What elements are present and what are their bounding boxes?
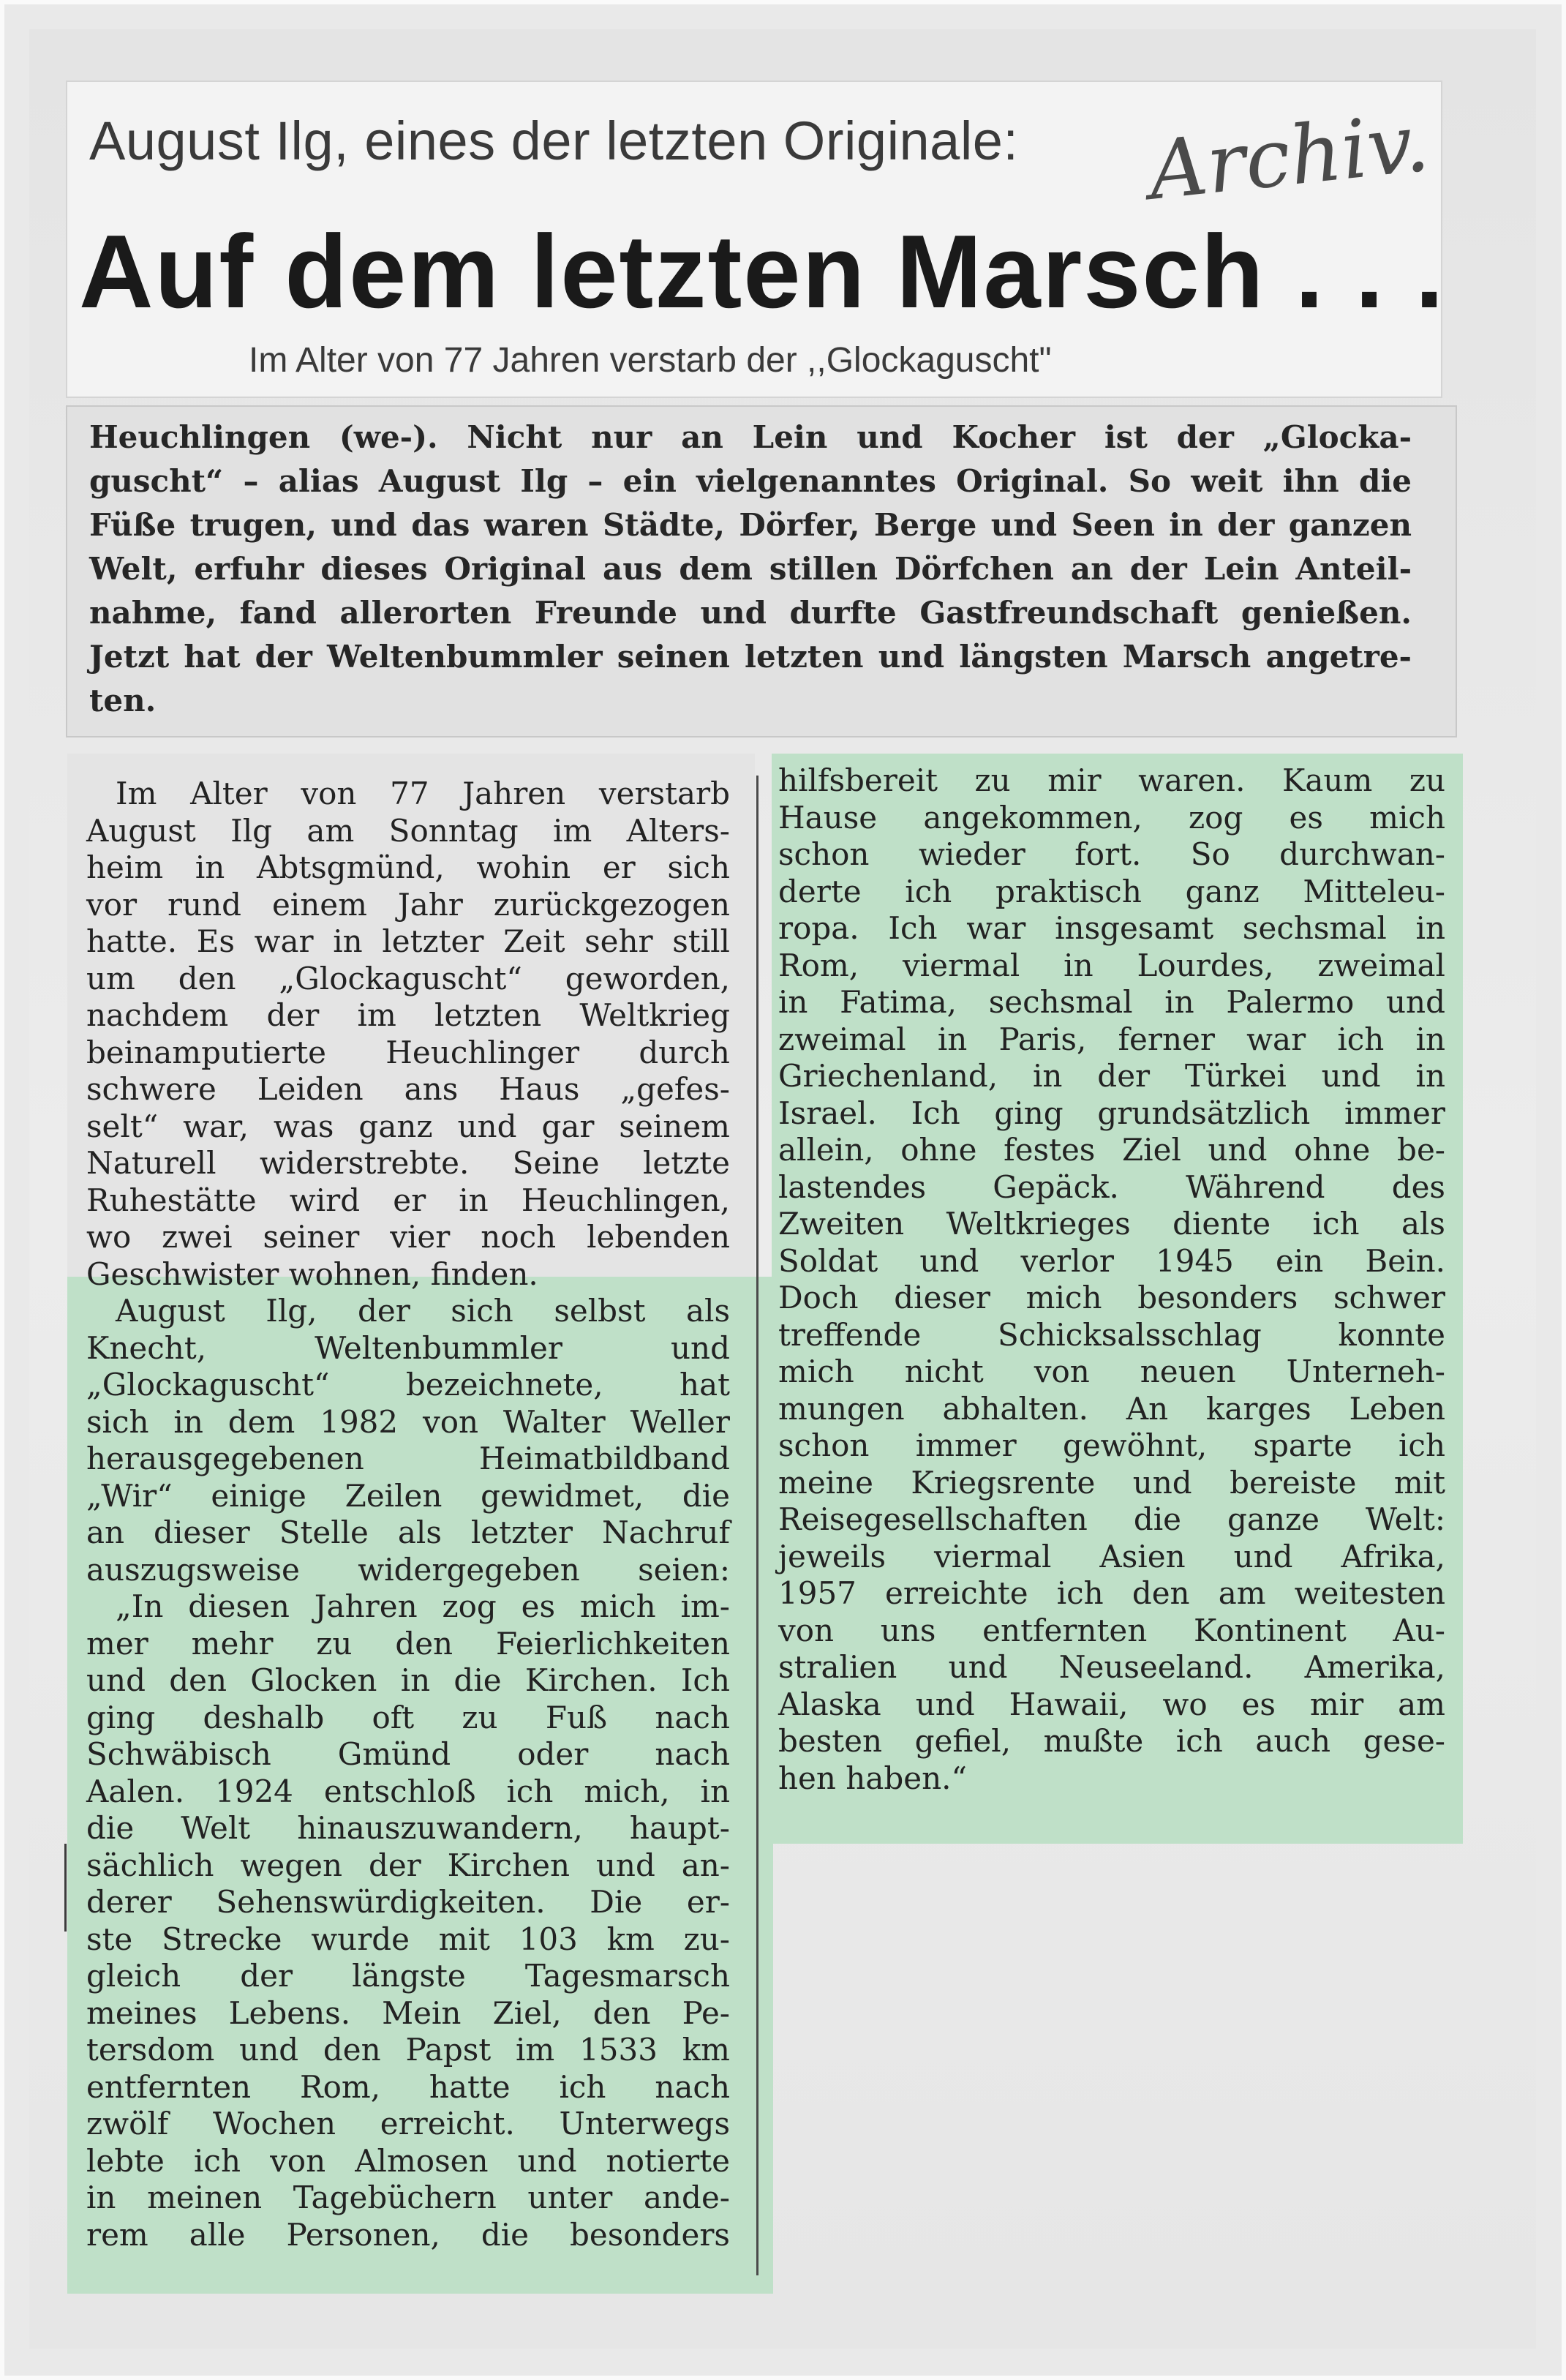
body-line: hilfsbereit zu mir waren. Kaum zu <box>778 762 1445 798</box>
body-line: 1957 erreichte ich den am weitesten <box>778 1575 1445 1611</box>
body-line: mer mehr zu den Feierlichkeiten <box>86 1625 730 1662</box>
body-line: Hause angekommen, zog es mich <box>778 799 1445 836</box>
body-column-right <box>778 762 1445 1797</box>
body-line: von uns entfernten Kontinent Au- <box>778 1612 1445 1648</box>
body-line: Ruhestätte wird er in Heuchlingen, <box>86 1182 730 1218</box>
body-line: Alaska und Hawaii, wo es mir am <box>778 1686 1445 1722</box>
body-line: entfernten Rom, hatte ich nach <box>86 2068 730 2105</box>
body-line: wo zwei seiner vier noch lebenden <box>86 1219 730 1255</box>
body-line: lastendes Gepäck. Während des <box>778 1168 1445 1205</box>
lead-paragraph <box>89 416 1412 723</box>
body-line: zweimal in Paris, ferner war ich in <box>778 1021 1445 1057</box>
body-line: jeweils viermal Asien und Afrika, <box>778 1538 1445 1574</box>
body-line: die Welt hinauszuwandern, haupt- <box>86 1810 730 1846</box>
body-line: „In diesen Jahren zog es mich im- <box>116 1588 730 1624</box>
body-line: Doch dieser mich besonders schwer <box>778 1280 1445 1315</box>
body-line: Griechenland, in der Türkei und in <box>778 1058 1445 1094</box>
body-line: Knecht, Weltenbummler und <box>86 1329 730 1366</box>
body-line: meine Kriegsrente und bereiste mit <box>778 1464 1445 1501</box>
body-line: Naturell widerstrebte. Seine letzte <box>86 1145 730 1181</box>
body-line: sich in dem 1982 von Walter Weller <box>86 1403 730 1440</box>
body-line: schon wieder fort. So durchwan- <box>778 836 1445 872</box>
body-line: und den Glocken in die Kirchen. Ich <box>86 1662 730 1698</box>
body-line: selt“ war, was ganz und gar seinem <box>86 1108 730 1144</box>
body-line: Geschwister wohnen, finden. <box>86 1255 538 1292</box>
body-line: stralien und Neuseeland. Amerika, <box>778 1649 1445 1685</box>
handwritten-note: Archiv. <box>1144 95 1434 218</box>
body-line: ropa. Ich war insgesamt sechsmal in <box>778 910 1445 946</box>
body-line: ste Strecke wurde mit 103 km zu- <box>86 1921 730 1957</box>
body-line: rem alle Personen, die besonders <box>86 2216 730 2253</box>
body-line: um den „Glockaguscht“ geworden, <box>86 960 730 996</box>
body-line: in meinen Tagebüchern unter ande- <box>86 2180 730 2215</box>
body-line: nachdem der im letzten Weltkrieg <box>86 997 730 1033</box>
body-line: mich nicht von neuen Unterneh- <box>778 1354 1445 1389</box>
lead-line: Welt, erfuhr dieses Original aus dem stillen Dörfchen an der Lein Anteil- <box>89 551 1412 587</box>
body-line: Reisegesellschaften die ganze Welt: <box>778 1501 1445 1537</box>
body-line: Zweiten Weltkrieges diente ich als <box>778 1206 1445 1242</box>
body-line: Soldat und verlor 1945 ein Bein. <box>778 1242 1445 1279</box>
lead-line: Jetzt hat der Weltenbummler seinen letzten und längsten Marsch angetre- <box>89 639 1412 675</box>
body-line: meines Lebens. Mein Ziel, den Pe- <box>86 1994 730 2031</box>
body-line: derer Sehenswürdigkeiten. Die er- <box>86 1884 730 1920</box>
body-line: hen haben.“ <box>778 1760 968 1796</box>
body-line: August Ilg am Sonntag im Alters- <box>86 812 730 849</box>
kicker: August Ilg, eines der letzten Originale: <box>89 110 1019 171</box>
body-line: hatte. Es war in letzter Zeit sehr still <box>86 923 730 959</box>
body-line: schwere Leiden ans Haus „gefes- <box>86 1071 730 1107</box>
body-line: „Wir“ einige Zeilen gewidmet, die <box>86 1477 730 1514</box>
body-line: herausgegebenen Heimatbildband <box>86 1441 730 1476</box>
body-line: derte ich praktisch ganz Mitteleu- <box>778 873 1445 909</box>
margin-mark <box>64 1844 67 1932</box>
lead-line: ten. <box>89 683 157 718</box>
body-line: „Glockaguscht“ bezeichnete, hat <box>86 1367 730 1403</box>
body-line: an dieser Stelle als letzter Nachruf <box>86 1514 730 1550</box>
lead-line: nahme, fand allerorten Freunde und durfte Gastfreundschaft genießen. <box>89 595 1412 631</box>
body-line: in Fatima, sechsmal in Palermo und <box>778 984 1445 1020</box>
body-line: Rom, viermal in Lourdes, zweimal <box>778 947 1445 983</box>
lead-line: Heuchlingen (we-). Nicht nur an Lein und Kocher ist der „Glocka- <box>89 419 1412 455</box>
body-line: treffende Schicksalsschlag konnte <box>778 1316 1445 1353</box>
body-line: Israel. Ich ging grundsätzlich immer <box>778 1095 1445 1131</box>
body-line: gleich der längste Tagesmarsch <box>86 1958 730 1994</box>
body-line: Im Alter von 77 Jahren verstarb <box>116 776 730 811</box>
body-line: mungen abhalten. An karges Leben <box>778 1390 1445 1427</box>
body-column-left <box>86 776 730 2253</box>
lead-line: guscht“ – alias August Ilg – ein vielgenanntes Original. So weit ihn die <box>89 463 1412 499</box>
lead-line: Füße trugen, und das waren Städte, Dörfer, Berge und Seen in der ganzen <box>89 507 1412 543</box>
body-line: besten gefiel, mußte ich auch gese- <box>778 1723 1445 1759</box>
body-line: ging deshalb oft zu Fuß nach <box>86 1699 730 1735</box>
column-divider <box>756 776 758 2275</box>
body-line: tersdom und den Papst im 1533 km <box>86 2032 730 2068</box>
body-line: zwölf Wochen erreicht. Unterwegs <box>86 2106 730 2141</box>
headline: Auf dem letzten Marsch . . . <box>79 214 1445 330</box>
body-line: sächlich wegen der Kirchen und an- <box>86 1847 730 1883</box>
body-line: allein, ohne festes Ziel und ohne be- <box>778 1132 1445 1168</box>
body-line: Aalen. 1924 entschloß ich mich, in <box>86 1773 730 1809</box>
body-line: August Ilg, der sich selbst als <box>116 1293 730 1329</box>
body-line: beinamputierte Heuchlinger durch <box>86 1034 730 1070</box>
body-line: Schwäbisch Gmünd oder nach <box>86 1736 730 1772</box>
body-line: vor rund einem Jahr zurückgezogen <box>86 886 730 923</box>
body-line: heim in Abtsgmünd, wohin er sich <box>86 849 730 885</box>
body-line: lebte ich von Almosen und notierte <box>86 2142 730 2179</box>
body-line: schon immer gewöhnt, sparte ich <box>778 1427 1445 1463</box>
subheadline: Im Alter von 77 Jahren verstarb der ,,Glockaguscht" <box>249 341 1052 380</box>
body-line: auszugsweise widergegeben seien: <box>86 1551 730 1588</box>
